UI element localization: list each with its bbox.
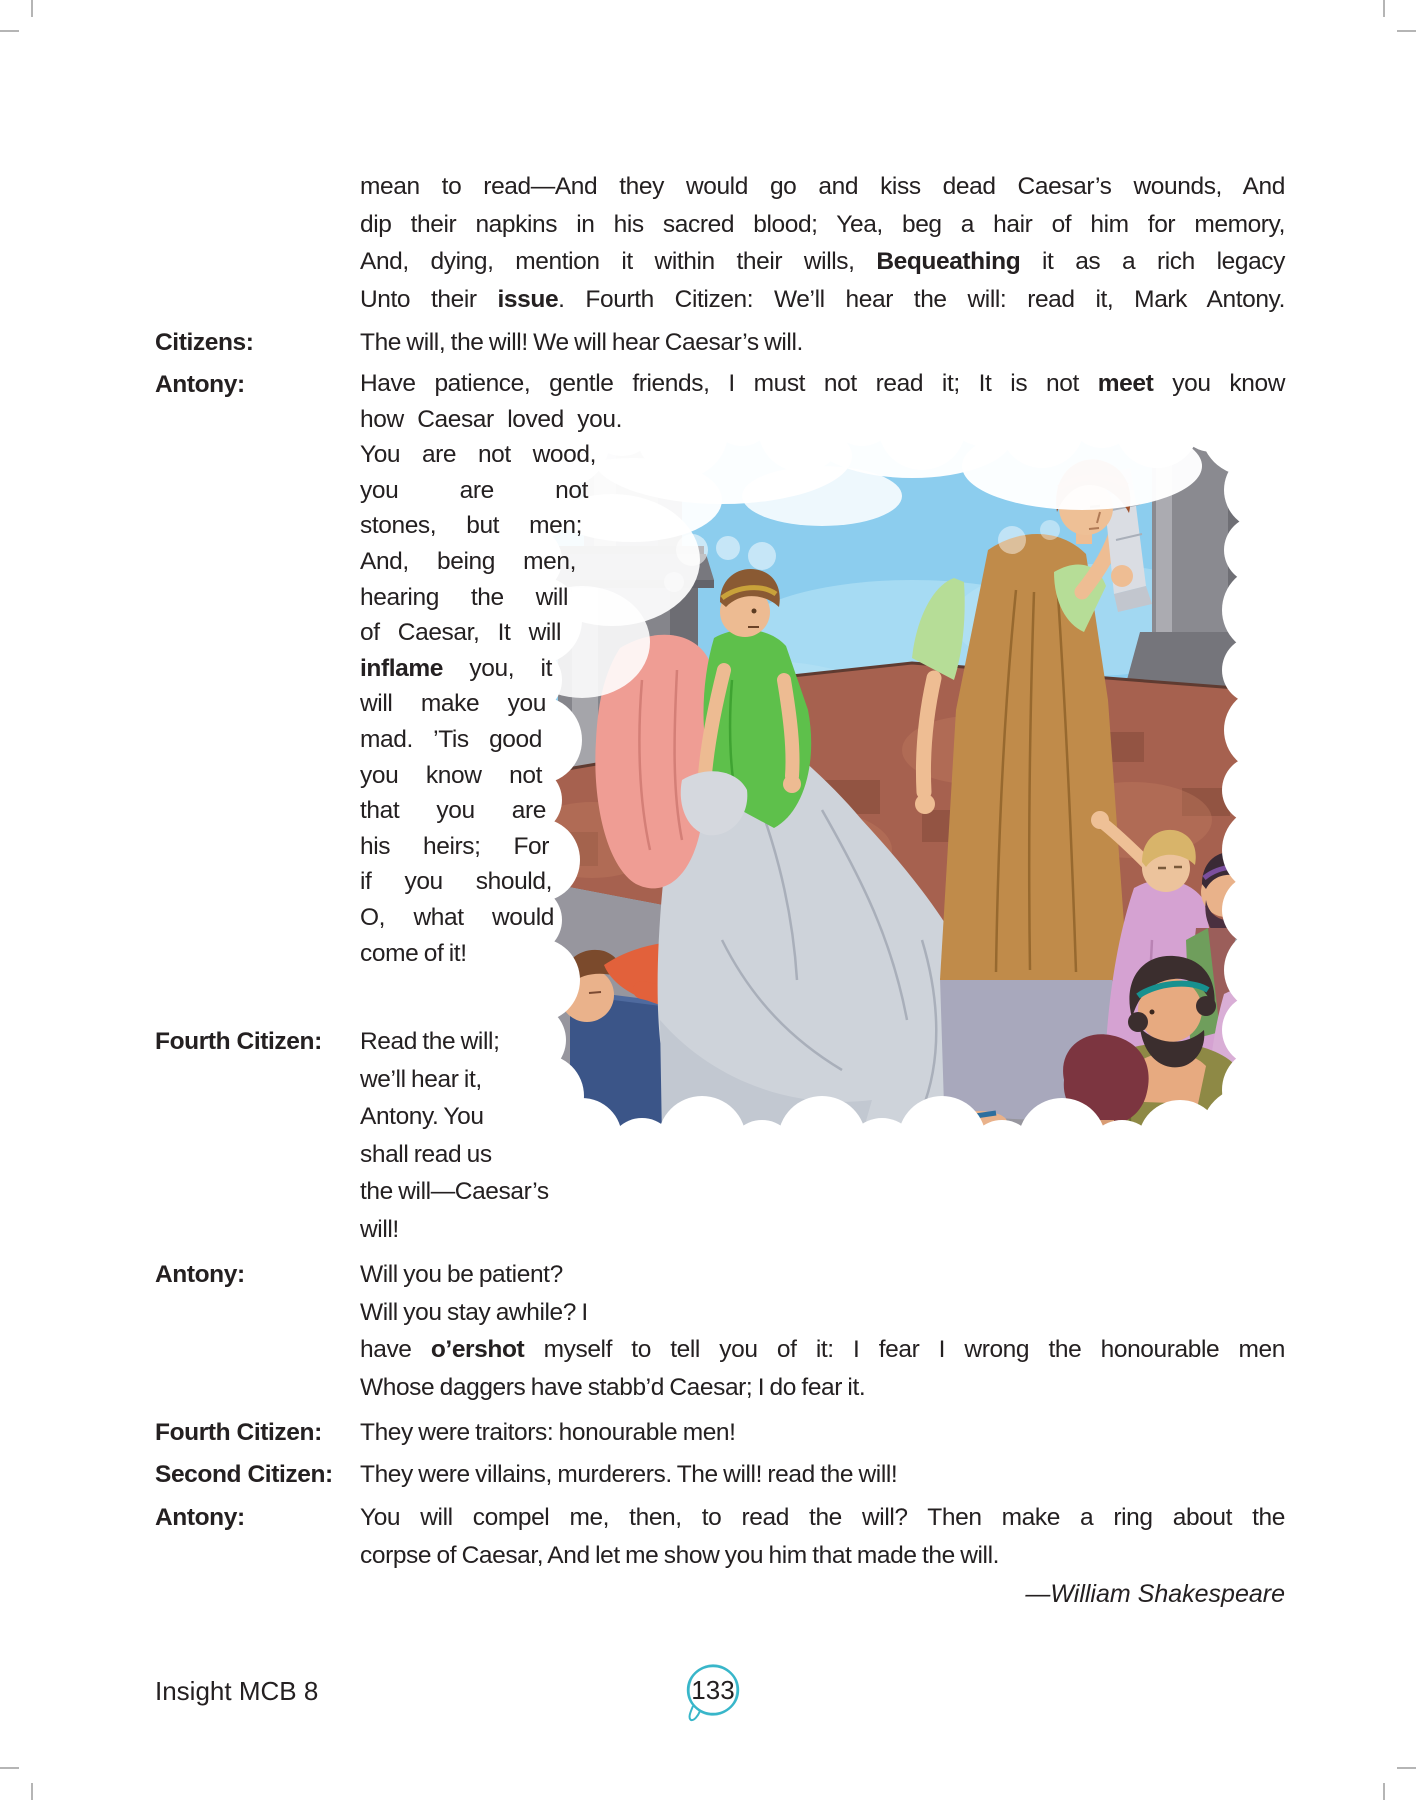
- antony-speech-1: [360, 366, 1285, 971]
- dialogue-line: you know not: [360, 761, 542, 789]
- dialogue-line: Have patience, gentle friends, I must not read it; It is not meet you know: [360, 370, 1285, 397]
- fourth-citizen-speech-1: [360, 1023, 1285, 1249]
- antony-speech-2: [360, 1256, 1285, 1407]
- dialogue-line: how Caesar loved you.: [360, 405, 622, 433]
- speaker-label-fourth-citizen: Fourth Citizen:: [155, 1419, 322, 1446]
- second-citizen-speech: [360, 1456, 1285, 1494]
- dialogue-line: mad. ’Tis good: [360, 725, 542, 753]
- dialogue-line: dip their napkins in his sacred blood; Yea, beg a hair of him for memory,: [360, 210, 1285, 238]
- speaker-label-second-citizen: Second Citizen:: [155, 1461, 333, 1488]
- dialogue-line: Will you be patient?: [360, 1261, 563, 1288]
- speaker-label-antony: Antony:: [155, 371, 245, 398]
- citizens-speech: [360, 324, 1285, 362]
- dialogue-line: inflame you, it: [360, 654, 552, 682]
- dialogue-line: stones, but men;: [360, 512, 582, 540]
- dialogue-line: The will, the will! We will hear Caesar’s will.: [360, 329, 803, 356]
- dialogue-line: the will—Caesar’s: [360, 1178, 549, 1206]
- dialogue-line: Read the will;: [360, 1028, 500, 1055]
- dialogue-line: corpse of Caesar, And let me show you him that made the will.: [360, 1541, 1000, 1569]
- dialogue-line: will make you: [360, 690, 546, 718]
- author-attribution: —William Shakespeare: [1025, 1580, 1285, 1608]
- book-title: Insight MCB 8: [155, 1676, 319, 1706]
- dialogue-line: his heirs; For: [360, 832, 549, 860]
- dialogue-line: come of it!: [360, 939, 467, 967]
- speaker-label-antony: Antony:: [155, 1261, 245, 1288]
- dialogue-line: O, what would: [360, 903, 554, 931]
- dialogue-line: hearing the will: [360, 583, 568, 611]
- dialogue-line: you are not: [360, 476, 588, 504]
- dialogue-line: shall read us: [360, 1140, 492, 1168]
- speaker-label-antony: Antony:: [155, 1504, 245, 1531]
- dialogue-line: of Caesar, It will: [360, 619, 561, 647]
- dialogue-line: we’ll hear it,: [360, 1065, 482, 1093]
- dialogue-line: have o’ershot myself to tell you of it: I fear I wrong the honourable men: [360, 1336, 1285, 1364]
- dialogue-line: And, dying, mention it within their wills, Bequeathing it as a rich legacy: [360, 248, 1285, 276]
- dialogue-line: that you are: [360, 797, 546, 825]
- speaker-label-fourth-citizen: Fourth Citizen:: [155, 1028, 322, 1055]
- speaker-label-citizens: Citizens:: [155, 329, 254, 356]
- page-number: 133: [691, 1675, 735, 1705]
- dialogue-line: will!: [360, 1215, 399, 1243]
- dialogue-line: mean to read—And they would go and kiss dead Caesar’s wounds, And: [360, 173, 1285, 200]
- dialogue-line: And, being men,: [360, 547, 576, 575]
- antony-speech-continuation: [360, 168, 1285, 319]
- dialogue-line: Unto their issue. Fourth Citizen: We’ll hear the will: read it, Mark Antony.: [360, 286, 1285, 314]
- dialogue-line: They were traitors: honourable men!: [360, 1419, 736, 1446]
- antony-speech-3: [360, 1499, 1285, 1574]
- page-number-badge: [684, 1662, 742, 1722]
- dialogue-line: Antony. You: [360, 1103, 484, 1131]
- dialogue-line: You are not wood,: [360, 441, 596, 469]
- fourth-citizen-speech-2: [360, 1414, 1285, 1452]
- dialogue-line: Will you stay awhile? I: [360, 1298, 588, 1326]
- dialogue-line: Whose daggers have stabb’d Caesar; I do fear it.: [360, 1374, 866, 1402]
- dialogue-line: You will compel me, then, to read the will? Then make a ring about the: [360, 1504, 1285, 1531]
- dialogue-line: if you should,: [360, 868, 552, 896]
- dialogue-line: They were villains, murderers. The will! read the will!: [360, 1461, 898, 1488]
